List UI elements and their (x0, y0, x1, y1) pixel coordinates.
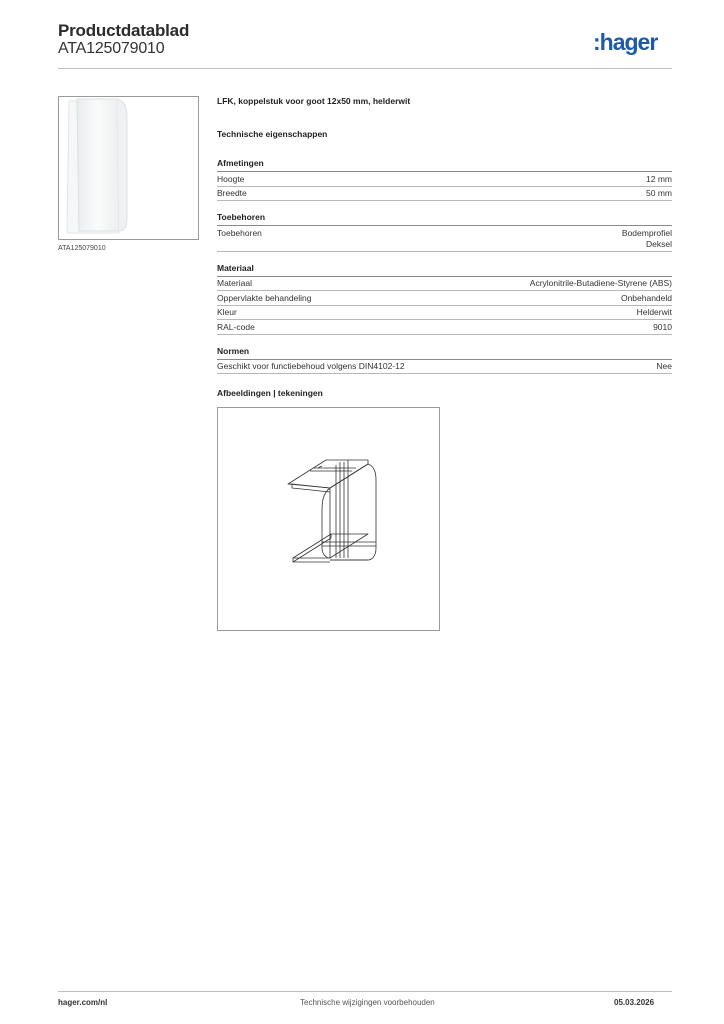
page-title: Productdatablad (58, 21, 190, 40)
spec-value: Acrylonitrile-Butadiene-Styrene (ABS) (529, 278, 672, 288)
spec-value (622, 228, 672, 250)
spec-row (217, 360, 672, 375)
spec-value: 12 mm (646, 173, 672, 184)
section-materiaal (217, 263, 672, 335)
images-heading: Afbeeldingen | tekeningen (217, 388, 323, 398)
spec-value: Onbehandeld (620, 292, 672, 303)
spec-row (217, 277, 672, 292)
spec-row (217, 320, 672, 335)
footer-website-link[interactable]: hager.com/nl (58, 998, 108, 1007)
article-code: ATA125079010 (58, 40, 165, 57)
spec-value: Helderwit (636, 307, 672, 317)
spec-value: Nee (656, 361, 672, 371)
technical-drawing (217, 407, 440, 631)
footer-disclaimer: Technische wijzigingen voorbehouden (300, 998, 435, 1007)
footer-date: 05.03.2026 (614, 998, 655, 1007)
spec-value: 9010 (653, 321, 672, 332)
spec-row (217, 291, 672, 306)
spec-row (217, 187, 672, 202)
thumbnail-caption: ATA125079010 (58, 245, 106, 252)
section-afmetingen (217, 158, 672, 201)
spec-label: Breedte (217, 188, 247, 198)
footer-divider (58, 991, 672, 992)
spec-label: Oppervlakte behandeling (217, 292, 312, 303)
spec-row (217, 306, 672, 321)
section-title: Afmetingen (217, 158, 672, 172)
spec-row (217, 226, 672, 252)
product-thumbnail (58, 96, 199, 240)
spec-panel (217, 96, 672, 374)
section-title: Materiaal (217, 263, 672, 277)
spec-label: Toebehoren (217, 227, 262, 238)
logo-colon-icon: : (593, 29, 600, 55)
spec-value-line: Bodemprofiel (621, 227, 672, 238)
section-title: Toebehoren (217, 212, 672, 226)
spec-value-line: Deksel (646, 238, 672, 249)
coupler-line-drawing-icon (218, 408, 439, 630)
product-photo-icon (59, 97, 198, 239)
header-divider (58, 68, 672, 69)
spec-label: Hoogte (217, 173, 245, 184)
product-title: LFK, koppelstuk voor goot 12x50 mm, helderwit (217, 96, 411, 106)
spec-label: Kleur (217, 307, 237, 317)
tech-properties-heading: Technische eigenschappen (217, 129, 328, 139)
spec-value: 50 mm (646, 188, 672, 198)
spec-label: RAL-code (217, 321, 255, 332)
section-normen (217, 346, 672, 375)
spec-row (217, 172, 672, 187)
logo-text: hager (599, 29, 658, 55)
section-toebehoren (217, 212, 672, 252)
spec-label: Geschikt voor functiebehoud volgens DIN4102-12 (217, 361, 405, 371)
spec-label: Materiaal (217, 278, 252, 288)
section-title: Normen (217, 346, 672, 360)
hager-logo (593, 29, 657, 56)
